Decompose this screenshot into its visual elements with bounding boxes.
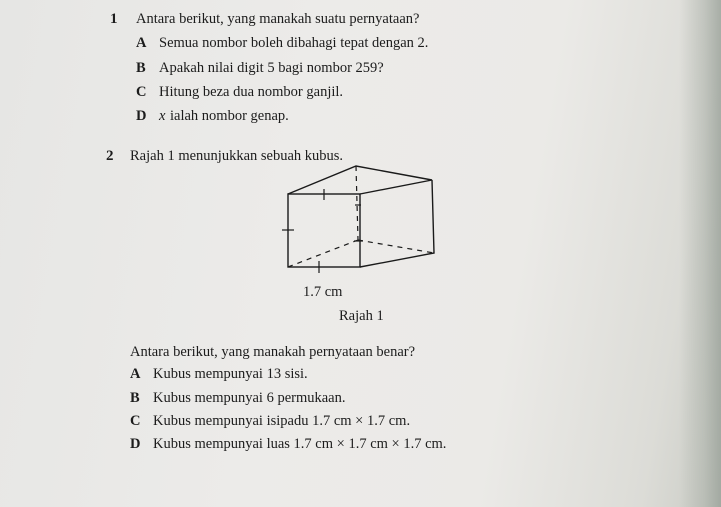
q1-option-c-text[interactable]: Hitung beza dua nombor ganjil. bbox=[159, 84, 344, 100]
q1-option-c-letter: C bbox=[136, 84, 147, 100]
q2-number: 2 bbox=[106, 148, 114, 164]
q2-stem: Antara berikut, yang manakah pernyataan benar? bbox=[130, 344, 416, 360]
q1-option-d-letter: D bbox=[136, 108, 147, 124]
q2-option-b-letter: B bbox=[130, 390, 140, 406]
q2-option-d-letter: D bbox=[130, 436, 141, 452]
cube-tick-marks bbox=[282, 189, 363, 273]
q1-option-d-text[interactable]: ialah nombor genap. bbox=[170, 108, 289, 124]
cube-top-face bbox=[288, 166, 432, 194]
page-shadow-edge bbox=[679, 0, 721, 507]
q2-option-b-text[interactable]: Kubus mempunyai 6 permukaan. bbox=[153, 390, 346, 406]
q2-option-c-letter: C bbox=[130, 413, 141, 429]
cube-front-face bbox=[288, 194, 360, 267]
cube-dimension-label: 1.7 cm bbox=[303, 284, 343, 300]
cube-hidden-edges bbox=[288, 166, 434, 267]
q1-option-a-text[interactable]: Semua nombor boleh dibahagi tepat dengan 2. bbox=[159, 35, 429, 51]
cube-right-face bbox=[360, 180, 434, 267]
q2-option-c-text[interactable]: Kubus mempunyai isipadu 1.7 cm × 1.7 cm. bbox=[153, 413, 411, 429]
figure-caption: Rajah 1 bbox=[339, 308, 384, 324]
cube-figure bbox=[270, 160, 450, 305]
q2-option-a-letter: A bbox=[130, 366, 141, 382]
q1-option-d-variable[interactable]: x bbox=[159, 108, 166, 124]
q1-option-a-letter: A bbox=[136, 35, 147, 51]
q1-number: 1 bbox=[110, 11, 118, 27]
q2-option-d-text[interactable]: Kubus mempunyai luas 1.7 cm × 1.7 cm × 1.7 cm. bbox=[153, 436, 447, 452]
q2-option-a-text[interactable]: Kubus mempunyai 13 sisi. bbox=[153, 366, 308, 382]
q1-option-b-text[interactable]: Apakah nilai digit 5 bagi nombor 259? bbox=[159, 60, 384, 76]
q1-option-b-letter: B bbox=[136, 60, 146, 76]
q2-intro: Rajah 1 menunjukkan sebuah kubus. bbox=[130, 148, 344, 164]
q1-stem: Antara berikut, yang manakah suatu pernyataan? bbox=[136, 11, 420, 27]
